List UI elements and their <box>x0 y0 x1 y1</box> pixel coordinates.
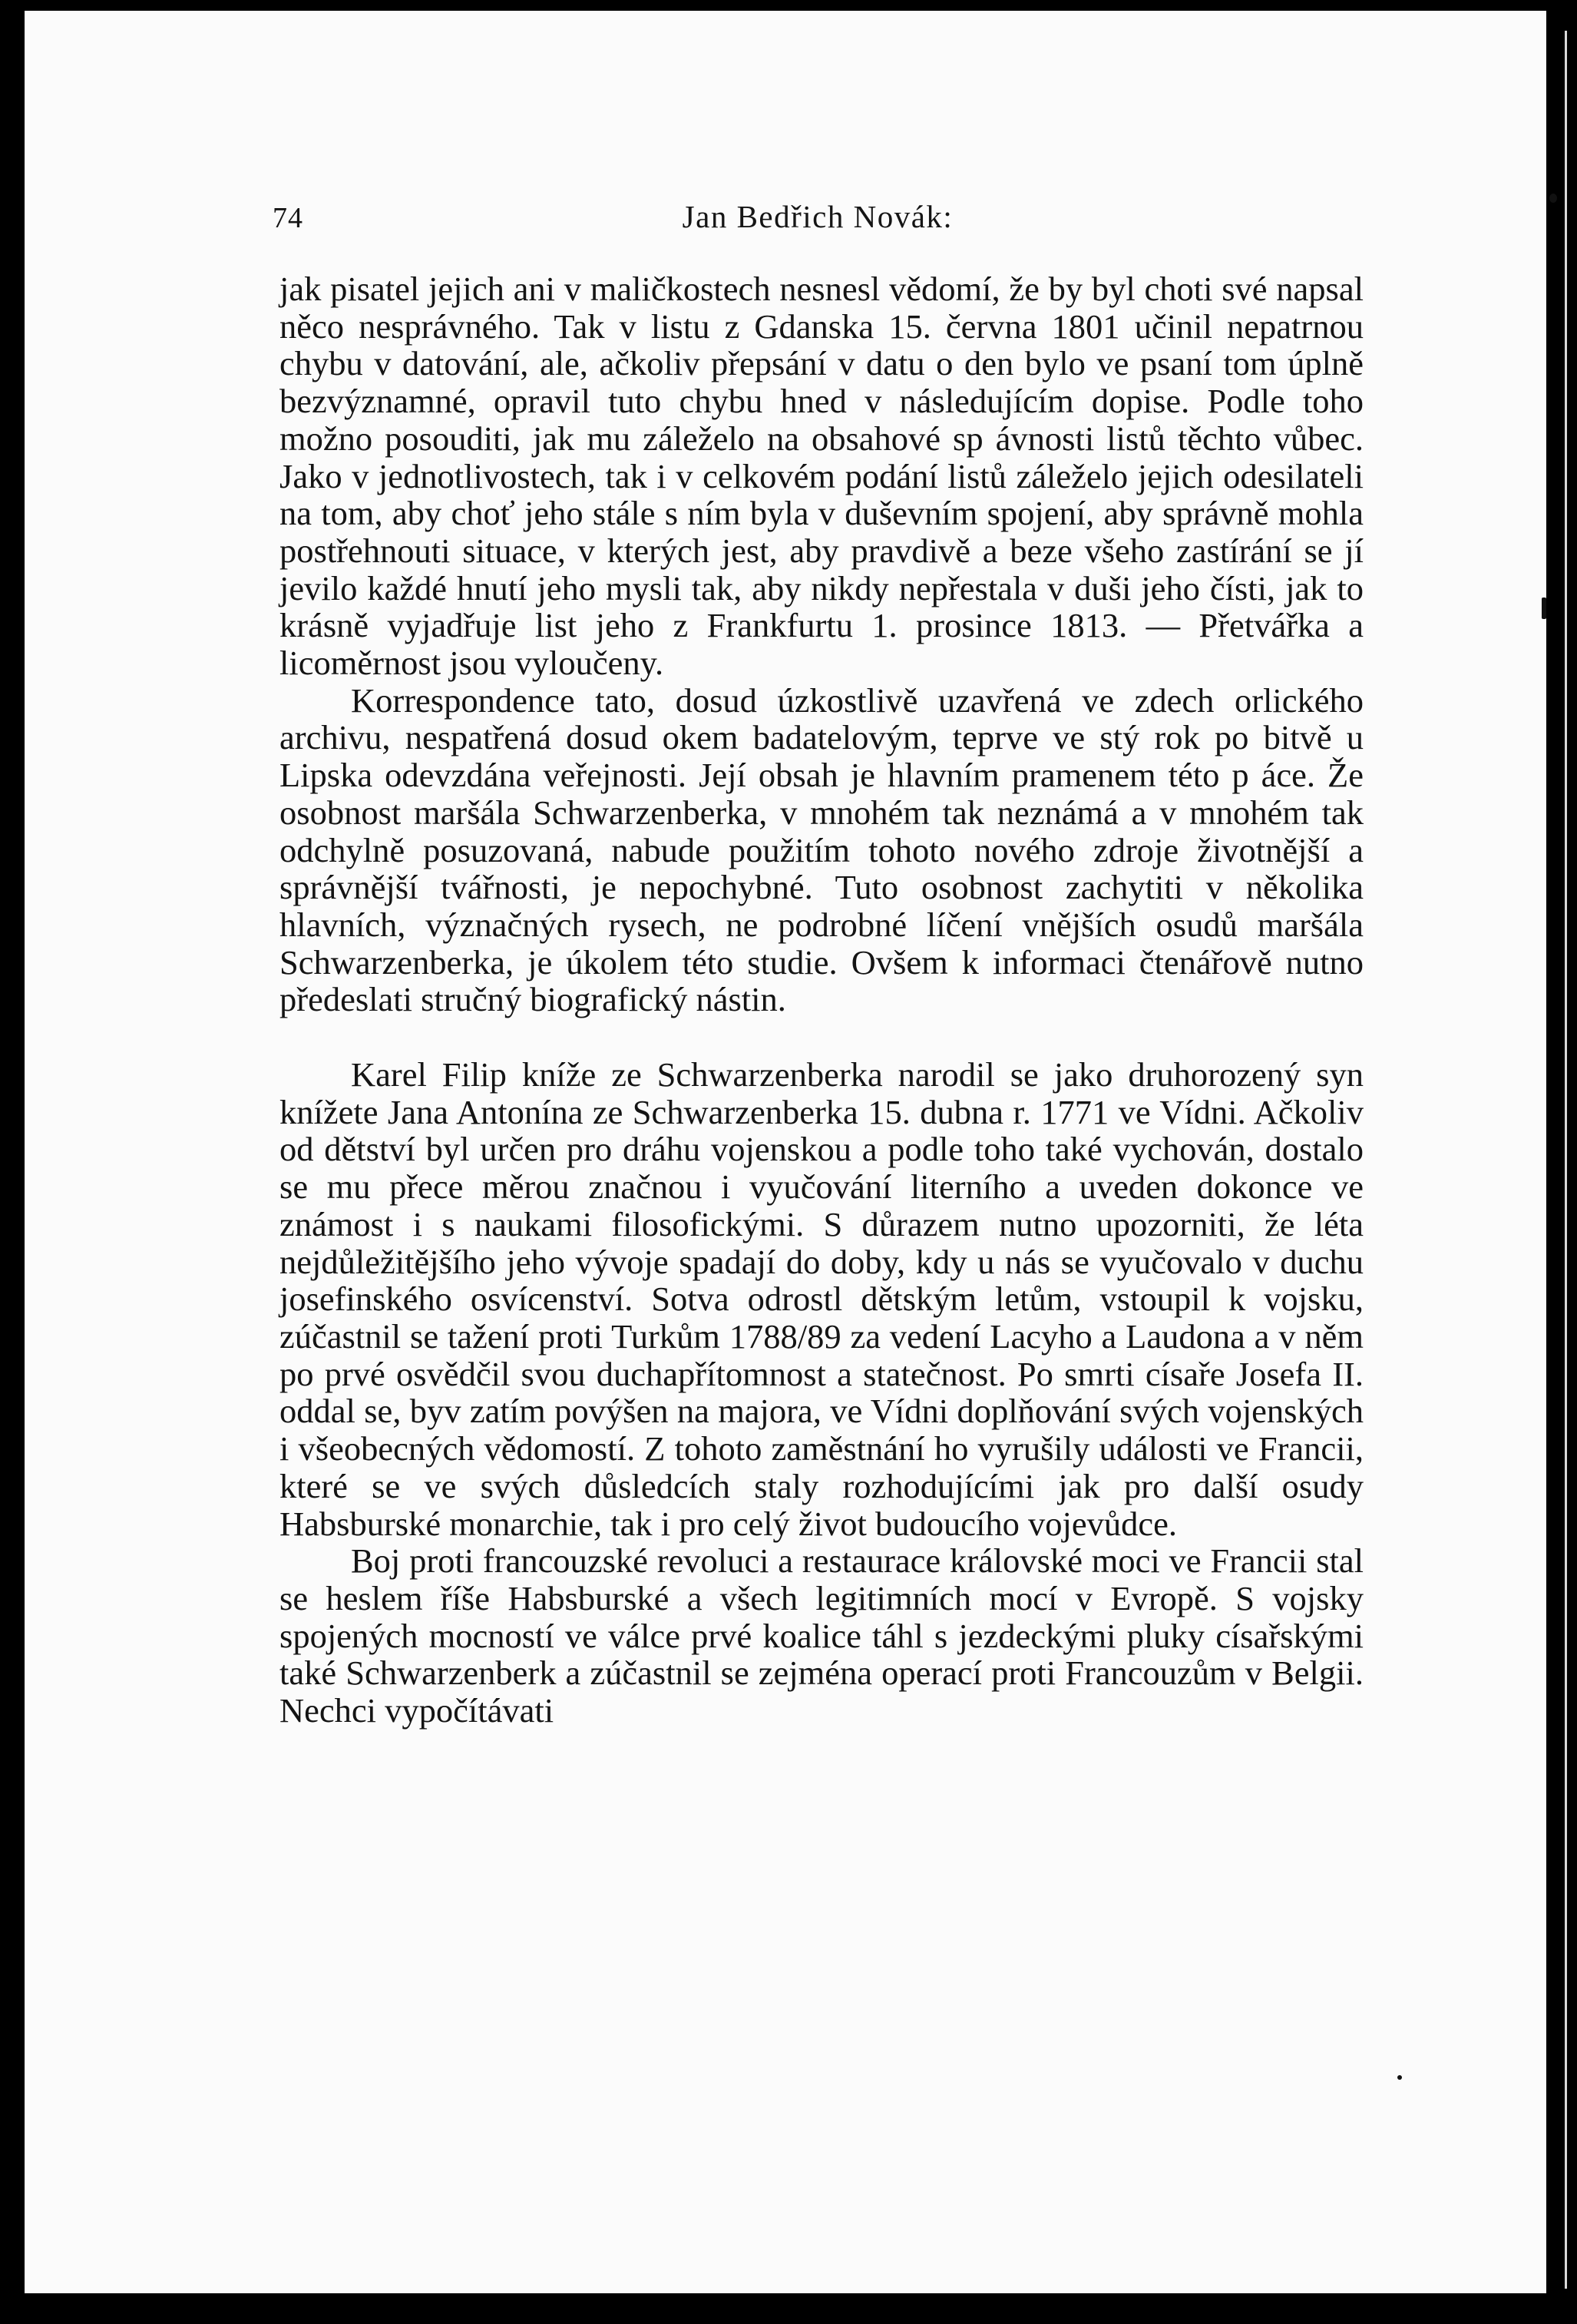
scan-speck <box>1542 598 1546 619</box>
section-break <box>279 1018 1364 1056</box>
scan-speck <box>1549 194 1557 203</box>
paragraph-continued: jak pisatel jejich ani v maličkostech nesnesl vědomí, že by byl choti své napsal něco nesprávného. Tak v listu z Gdanska 15. června 1801 učinil nepatrnou chybu v datování, ale, ačkoliv přepsání v datu o den bylo ve psaní tom úplně bezvýznamné, opravil tuto chybu hned v následujícím dopise. Podle toho možno posouditi, jak mu záleželo na obsahové sp ávnosti listů těchto vůbec. Jako v jednotlivostech, tak i v celkovém podání listů záleželo jejich odesilateli na tom, aby choť jeho stále s ním byla v duševním spojení, aby správně mohla postřehnouti situace, v kterých jest, aby pravdivě a beze všeho zastírání se jí jevilo každé hnutí jeho mysli tak, aby nikdy nepřestala v duši jeho čísti, jak to krásně vyjadřuje list jeho z Frankfurtu 1. prosince 1813. — Přetvářka a licoměrnost jsou vyloučeny. <box>279 270 1364 683</box>
running-header <box>273 198 1363 244</box>
scan-edge-line <box>1565 31 1567 2289</box>
scan-right-edge <box>1548 0 1577 2324</box>
scan-speck <box>1397 2075 1402 2080</box>
paragraph-coalition-war: Boj proti francouzské revoluci a restaurace královské moci ve Francii stal se heslem říše Habsburské a všech legitimních mocí v Evropě. S vojsky spojených mocností ve válce prvé koalice táhl s jezdeckými pluky císařskými také Schwarzenberk a zúčastnil se zejména operací proti Francouzům v Belgii. Nechci vypočítávati <box>279 1541 1364 1730</box>
paragraph-korrespondence: Korrespondence tato, dosud úzkostlivě uzavřená ve zdech orlického archivu, nespatřená dosud okem badatelovým, teprve ve stý rok po bitvě u Lipska odevzdána veřejnosti. Její obsah je hlavním pramenem této p áce. Že osobnost maršála Schwarzenberka, v mnohém tak neznámá a v mnohém tak odchylně posuzovaná, nabude použitím tohoto nového zdroje životnější a správnější tvářnosti, je nepochybné. Tuto osobnost zachytiti v několika hlavních, význačných rysech, ne podrobné líčení vnějších osudů maršála Schwarzenberka, je úkolem této studie. Ovšem k informaci čtenářově nutno předeslati stručný biografický nástin. <box>279 680 1364 1019</box>
page-number: 74 <box>273 202 303 234</box>
paragraph-biography: Karel Filip kníže ze Schwarzenberka narodil se jako druhorozený syn knížete Jana Antonína ze Schwarzenberka 15. dubna r. 1771 ve Vídni. Ačkoliv od dětství byl určen pro dráhu vojenskou a podle toho také vychován, dostalo se mu přece měrou značnou i vyučování literního a uveden dokonce ve známost i s naukami filosofickými. S důrazem nutno upozorniti, že léta nejdůležitějšího jeho vývoje spadají do doby, kdy u nás se vyučovalo v duchu josefinského osvícenství. Sotva odrostl dětským letům, vstoupil k vojsku, zúčastnil se tažení proti Turkům 1788/89 za vedení Lacyho a Laudona a v něm po prvé osvědčil svou duchapřítomnost a statečnost. Po smrti císaře Josefa II. oddal se, byv zatím povýšen na majora, ve Vídni doplňování svých vojenských i všeobecných vědomostí. Z tohoto zaměstnání ho vyrušily události ve Francii, které se ve svých důsledcích staly rozhodujícími jak pro další osudy Habsburské monarchie, tak i pro celý život budoucího vojevůdce. <box>279 1055 1364 1543</box>
body-text <box>279 270 1364 1730</box>
header-author-title: Jan Bedřich Novák: <box>682 199 954 234</box>
